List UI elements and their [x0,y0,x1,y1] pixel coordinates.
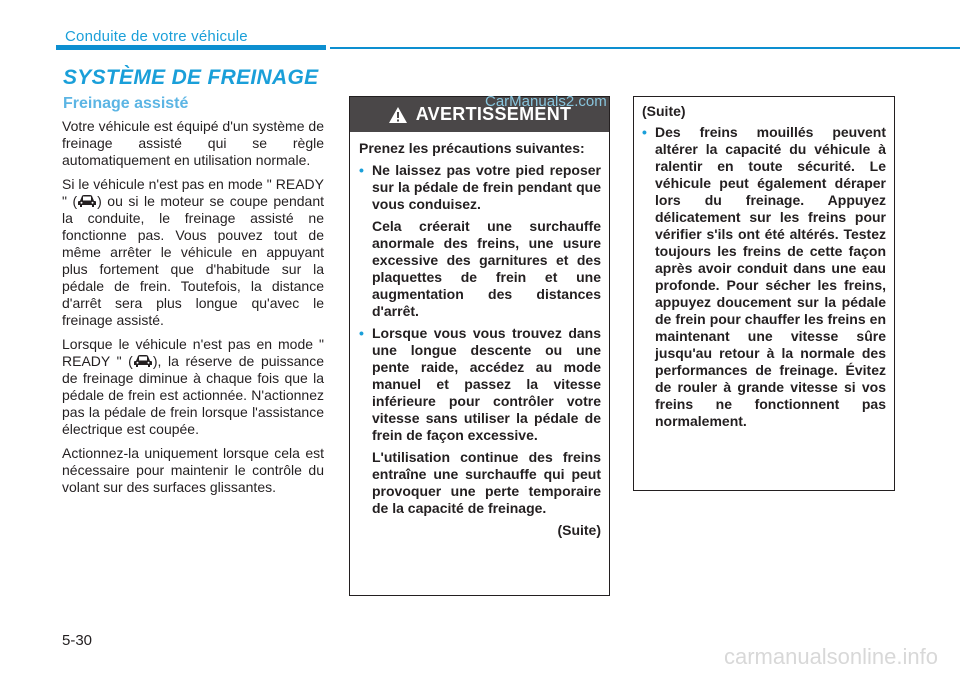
bullet-dot: • [359,162,364,178]
warning-bullet-1 [359,162,601,213]
continuation-label: (Suite) [642,103,686,119]
warning-bullet-2-text: Lorsque vous vous trouvez dans une longue descente ou une pente raide, accédez au mode manuel et passez la vitesse inférieure pour contrôler votre vitesse sans utiliser la pédale de frein de façon excessive. [372,325,601,443]
watermark-bottom: carmanualsonline.info [723,644,938,669]
warning-intro: Prenez les précautions suivantes: [359,140,585,156]
paragraph-2-start: Si le véhicule n'est pas en mode " READY " ( [62,176,324,209]
paragraph-4: Actionnez-la uniquement lorsque cela est nécessaire pour maintenir le contrôle du volant sur des surfaces glissantes. [62,445,324,495]
left-column [62,118,324,503]
paragraph-3-start: Lorsque le véhicule n'est pas en mode " READY " ( [62,336,324,369]
continuation-bullet-text: Des freins mouillés peuvent altérer la capacité du véhicule à ralentir en toute sécurité. Le véhicule peut également déraper lors du freinage. Appuyez délicatement sur les freins pour vérifier s'ils ont été altérés. Testez toujours les freins de cette façon après avoir conduit dans une eau profonde. Pour sécher les freins, appuyez doucement sur la pédale de frein pour chauffer les freins en maintenant une vitesse sûre jusqu'au retour à la normale des performances de freinage. Évitez de rouler à grande vitesse si vos freins ne fonctionnent pas normalement. [655,124,886,429]
ready-car-icon [77,194,97,208]
paragraph-2 [62,176,324,329]
page-number: 5-30 [62,632,93,649]
section-title: SYSTÈME DE FREINAGE [63,66,319,89]
continuation-bullet [642,124,886,430]
continuation-box [633,96,895,491]
warning-box [349,96,610,596]
bullet-dot: • [642,124,647,140]
watermark-top: CarManuals2.com [485,93,607,110]
paragraph-3 [62,336,324,438]
warning-bullet-1-detail: Cela créerait une surchauffe anormale des freins, une usure excessive des garnitures et des plaquettes de frein et une augmentation des distances d'arrêt. [372,218,601,319]
bullet-dot: • [359,325,364,341]
subsection-title: Freinage assisté [63,95,189,112]
ready-car-icon [133,354,153,368]
warning-bullet-2 [359,325,601,444]
header-rule-thick [56,45,326,50]
warning-bullet-1-text: Ne laissez pas votre pied reposer sur la pédale de frein pendant que vous conduisez. [372,162,601,212]
warning-title: AVERTISSEMENT [415,104,572,124]
warning-bullet-2-detail: L'utilisation continue des freins entraîne une surchauffe qui peut provoquer une perte temporaire de la capacité de freinage. [372,449,601,516]
header-rule-thin [330,47,960,49]
chapter-title: Conduite de votre véhicule [65,28,248,45]
paragraph-3-end: ), la réserve de puissance de freinage diminue à chaque fois que la pédale de frein est actionnée. N'actionnez pas la pédale de frein lorsque l'assistance électrique est coupée. [62,353,324,437]
paragraph-1: Votre véhicule est équipé d'un système de freinage assisté qui se règle automatiquement en utilisation normale. [62,118,324,168]
paragraph-2-end: ) ou si le moteur se coupe pendant la conduite, le freinage assisté ne fonctionne pas. Vous pouvez tout de même arrêter le véhicule en appuyant plus fortement que d'habitude sur la pédale de frein. Toutefois, la distance d'arrêt sera plus longue qu'avec le freinage assisté. [62,193,324,328]
warning-triangle-icon [388,106,408,124]
warning-body [350,132,609,539]
continued-label: (Suite) [557,522,601,538]
